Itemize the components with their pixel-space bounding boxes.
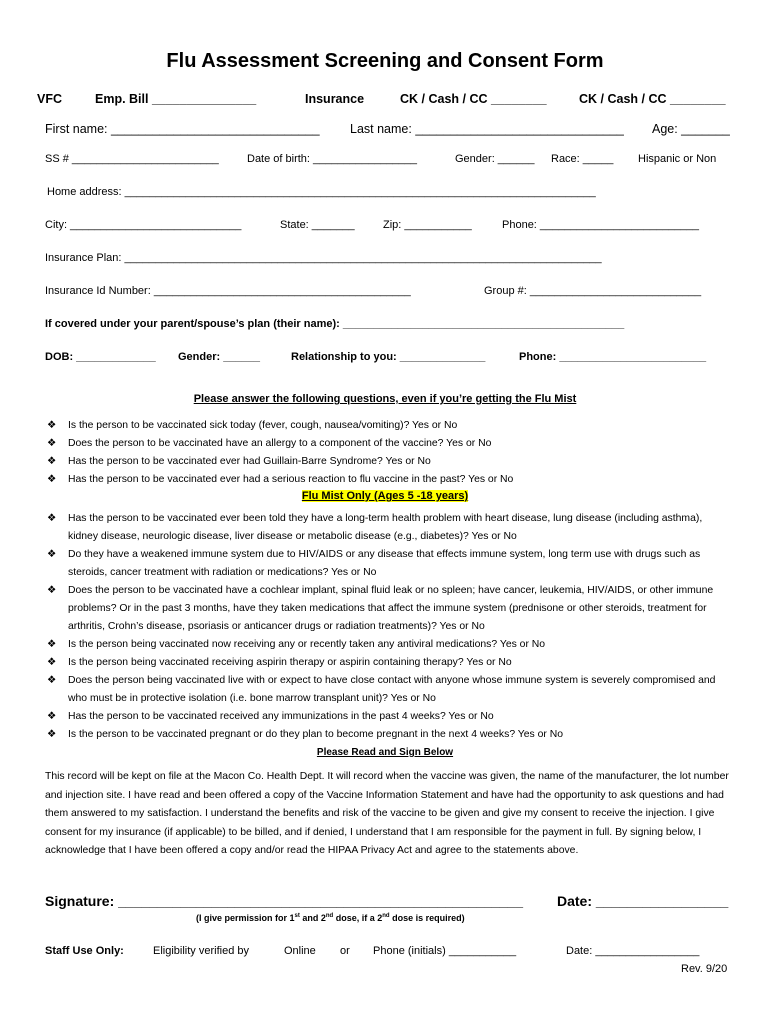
- question-item: [47, 654, 737, 672]
- state-field[interactable]: State: _______: [280, 219, 355, 231]
- question-text: Does the person to be vaccinated have an allergy to a component of the vaccine? Yes or No: [68, 438, 492, 449]
- questions-header: Please answer the following questions, even if you’re getting the Flu Mist: [193, 393, 577, 405]
- consent-paragraph: This record will be kept on file at the Macon Co. Health Dept. It will record when the vaccine was given, the name of the manufacturer, the lot number and injection site. I have read and been offered a copy of the Vaccine Information Statement and have had the opportunity to ask questions and had them answered to my satisfaction. I understand the benefits and risk of the vaccine to be given and give my consent to receive the injection. I give consent for my insurance (if applicable) to be billed, and if denied, I understand that I am responsible for the payment in full. By signing below, I acknowledge that I have been offered a copy and/or read the HIPAA Privacy Act and agree to the statements above.: [45, 771, 729, 857]
- question-item: [47, 726, 737, 744]
- ck-cash-cc-field-2[interactable]: CK / Cash / CC ________: [579, 92, 726, 106]
- page-title: Flu Assessment Screening and Consent Form: [166, 50, 604, 72]
- question-item: [47, 417, 737, 435]
- bullet-icon: ❖: [47, 639, 57, 650]
- bullet-icon: ❖: [47, 711, 57, 722]
- question-text: Do they have a weakened immune system due to HIV/AIDS or any disease that effects immune system, long term use with drugs such as steroids, cancer treatment with radiation or medications? Yes or No: [68, 549, 701, 578]
- or-label: or: [340, 945, 350, 957]
- question-item: [47, 471, 737, 489]
- bullet-icon: ❖: [47, 456, 57, 467]
- bullet-icon: ❖: [47, 474, 57, 485]
- question-item: [47, 510, 737, 546]
- signature-date-field[interactable]: Date: _________________: [557, 893, 729, 909]
- ss-field[interactable]: SS # ________________________: [45, 153, 219, 165]
- bullet-icon: ❖: [47, 729, 57, 740]
- permission-note-sup-2: nd: [325, 913, 334, 919]
- dependent-gender-field[interactable]: Gender: ______: [178, 351, 260, 363]
- permission-note-part-a: (I give permission for 1: [196, 913, 295, 923]
- staff-use-label: Staff Use Only:: [45, 945, 124, 957]
- permission-note-part-b: and 2: [299, 913, 326, 923]
- bullet-icon: ❖: [47, 549, 57, 560]
- question-item: [47, 546, 737, 582]
- dependent-dob-field[interactable]: DOB: _____________: [45, 351, 156, 363]
- relationship-field[interactable]: Relationship to you: ______________: [291, 351, 486, 363]
- question-text: Has the person to be vaccinated ever had a serious reaction to flu vaccine in the past? Yes or No: [68, 474, 514, 485]
- permission-note-part-d: dose is required): [389, 913, 465, 923]
- permission-note: [196, 913, 465, 923]
- question-text: Does the person to be vaccinated have a cochlear implant, spinal fluid leak or no spleen; have cancer, leukemia, HIV/AIDS, or other immune problems? Or in the past 3 months, have they taken medications that affect the immune system (prednisone or other steroids, treatment for arthritis, Crohn’s disease, psoriasis or anticancer drugs or radiation treatments)? Yes or No: [68, 585, 714, 632]
- question-item: [47, 672, 737, 708]
- vfc-label: VFC: [37, 92, 62, 106]
- question-text: Is the person being vaccinated now receiving any or recently taken any antiviral medications? Yes or No: [68, 639, 546, 650]
- flu-mist-header-text: Flu Mist Only (Ages 5 -18 years): [301, 490, 469, 502]
- group-number-field[interactable]: Group #: ____________________________: [484, 285, 702, 297]
- question-item: [47, 582, 737, 636]
- question-text: Has the person to be vaccinated ever been told they have a long-term health problem with heart disease, lung disease (including asthma), kidney disease, neurologic disease, liver disease or metabolic disease (e.g., diabetes)? Yes or No: [68, 513, 703, 542]
- question-text: Is the person to be vaccinated pregnant or do they plan to become pregnant in the next 4 weeks? Yes or No: [68, 729, 564, 740]
- date-of-birth-field[interactable]: Date of birth: _________________: [247, 153, 418, 165]
- staff-date-field[interactable]: Date: _________________: [566, 945, 700, 957]
- gender-field[interactable]: Gender: ______: [455, 153, 535, 165]
- emp-bill-field[interactable]: Emp. Bill _______________: [95, 92, 257, 106]
- bullet-icon: ❖: [47, 420, 57, 431]
- insurance-id-field[interactable]: Insurance Id Number: __________________________________________: [45, 285, 411, 297]
- bullet-icon: ❖: [47, 585, 57, 596]
- bullet-icon: ❖: [47, 675, 57, 686]
- flu-mist-header: [0, 490, 770, 502]
- dependent-phone-field[interactable]: Phone: ________________________: [519, 351, 707, 363]
- zip-field[interactable]: Zip: ___________: [383, 219, 472, 231]
- question-item: [47, 636, 737, 654]
- question-text: Has the person to be vaccinated ever had Guillain-Barre Syndrome? Yes or No: [68, 456, 431, 467]
- permission-note-sup-1: st: [294, 913, 300, 919]
- bullet-icon: ❖: [47, 513, 57, 524]
- online-option[interactable]: Online: [284, 945, 316, 957]
- question-text: Does the person being vaccinated live with or expect to have close contact with anyone whose immune system is severely compromised and who must be in protective isolation (i.e. bone marrow transplant unit)? Yes or No: [68, 675, 716, 704]
- bullet-icon: ❖: [47, 657, 57, 668]
- race-field[interactable]: Race: _____: [551, 153, 614, 165]
- bullet-icon: ❖: [47, 438, 57, 449]
- question-item: [47, 708, 737, 726]
- question-item: [47, 435, 737, 453]
- question-item: [47, 453, 737, 471]
- question-text: Is the person being vaccinated receiving aspirin therapy or aspirin containing therapy? Yes or No: [68, 657, 512, 668]
- age-field[interactable]: Age: _______: [652, 122, 730, 136]
- insurance-label: Insurance: [305, 92, 365, 106]
- sign-header: Please Read and Sign Below: [316, 747, 454, 758]
- question-text: Is the person to be vaccinated sick today (fever, cough, nausea/vomiting)? Yes or No: [68, 420, 458, 431]
- question-text: Has the person to be vaccinated received any immunizations in the past 4 weeks? Yes or No: [68, 711, 494, 722]
- permission-note-sup-3: nd: [382, 913, 390, 919]
- eligibility-label: Eligibility verified by: [153, 945, 249, 957]
- first-name-field[interactable]: First name: ______________________________: [45, 122, 320, 136]
- phone-field[interactable]: Phone: __________________________: [502, 219, 699, 231]
- signature-field[interactable]: Signature: ____________________________________________________: [45, 893, 523, 909]
- last-name-field[interactable]: Last name: ______________________________: [350, 122, 624, 136]
- hispanic-choice[interactable]: Hispanic or Non: [638, 153, 717, 165]
- home-address-field[interactable]: Home address: _____________________________________________________________________________: [47, 186, 596, 198]
- phone-initials-field[interactable]: Phone (initials) ___________: [373, 945, 517, 957]
- ck-cash-cc-field-1[interactable]: CK / Cash / CC ________: [400, 92, 547, 106]
- parent-spouse-plan-field[interactable]: If covered under your parent/spouse’s plan (their name): ______________________________________________: [45, 318, 625, 330]
- permission-note-part-c: dose, if a 2: [333, 913, 383, 923]
- revision-label: Rev. 9/20: [681, 963, 728, 975]
- city-field[interactable]: City: ____________________________: [45, 219, 242, 231]
- insurance-plan-field[interactable]: Insurance Plan: ______________________________________________________________________________: [45, 252, 602, 264]
